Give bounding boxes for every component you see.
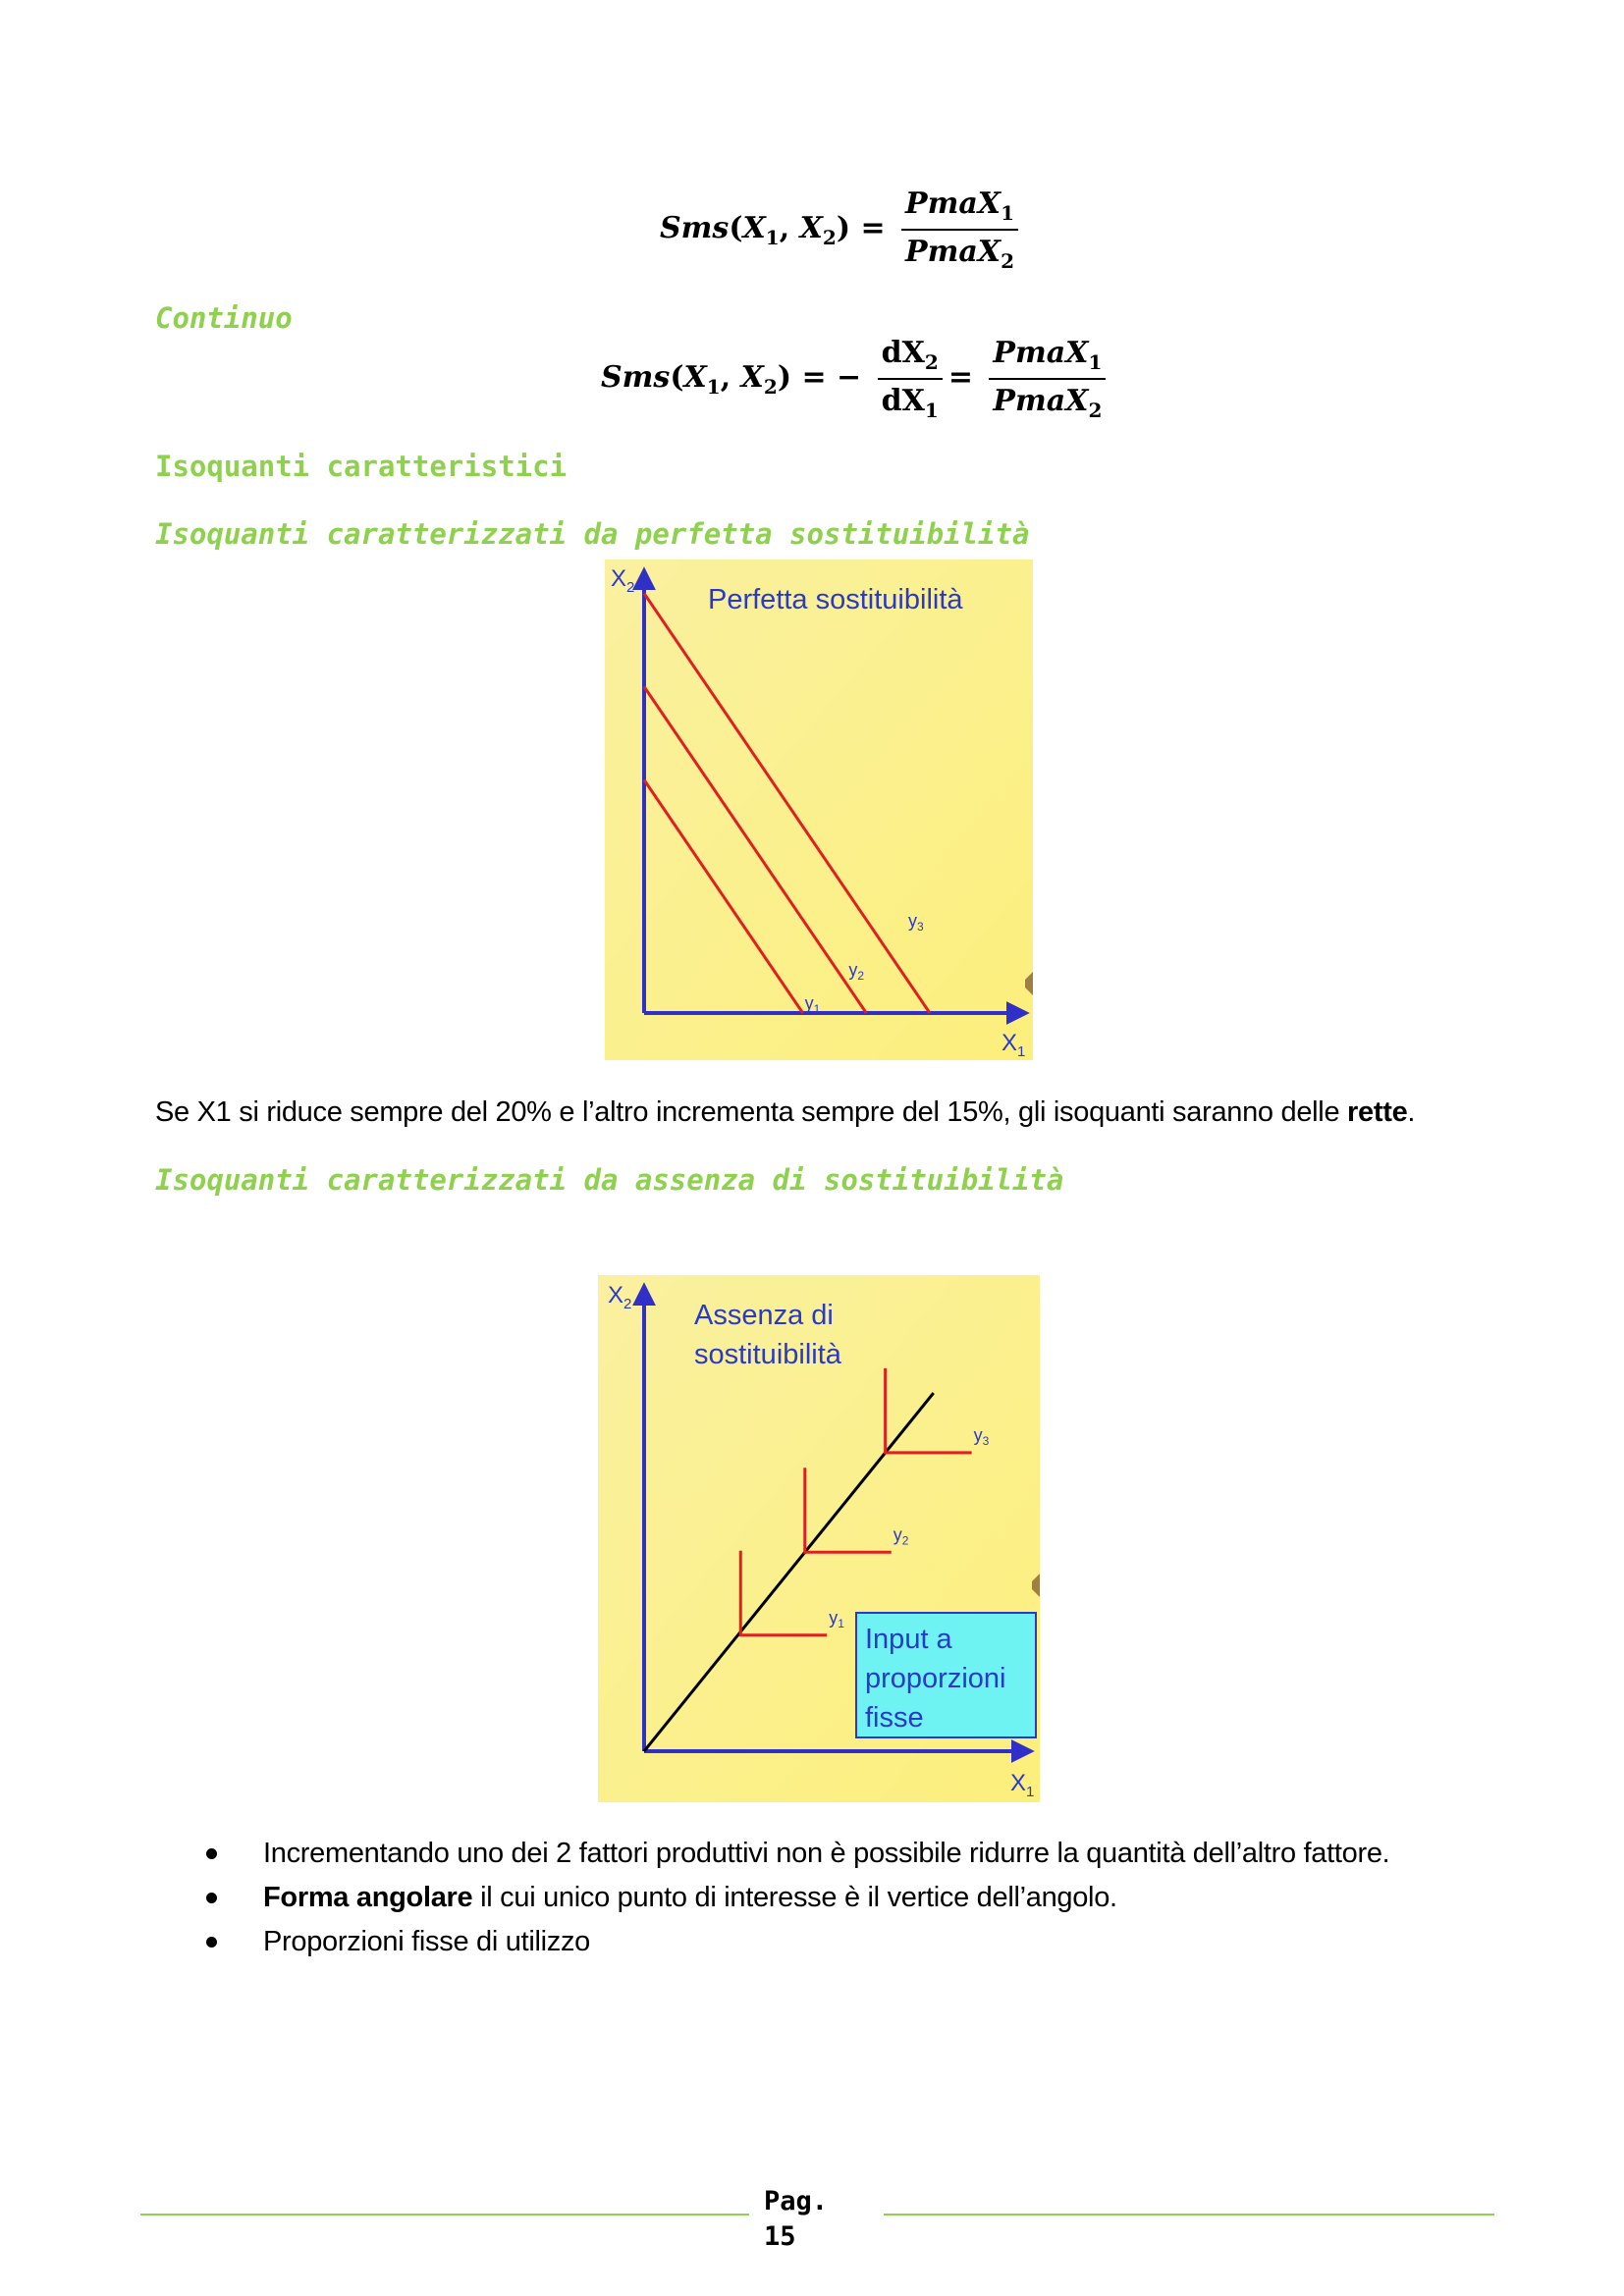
chart2-xlabel: $X_1$	[1010, 1770, 1035, 1800]
chart1-title: Perfetta sostituibilità	[708, 584, 963, 615]
heading-perfetta-sostituibilita: Isoquanti caratterizzati da perfetta sostituibilità	[155, 517, 1030, 551]
chart1-ylabel: $X_2$	[611, 565, 635, 596]
chart2-ylabel: $X_2$	[608, 1282, 632, 1312]
list-item: Forma angolare il cui unico punto di interesse è il vertice dell’angolo.	[206, 1876, 1389, 1920]
page-number: Pag. 15	[764, 2186, 829, 2252]
annotation-text: Input a proporzioni fisse	[865, 1624, 1006, 1734]
chart2-title: Assenza di sostituibilità	[694, 1300, 841, 1370]
footer-line-right	[884, 2214, 1494, 2216]
list-item: Incrementando uno dei 2 fattori produttivi non è possibile ridurre la quantità dell’altro fattore.	[206, 1832, 1389, 1876]
series-label-y2: $y_2$	[848, 960, 865, 983]
bullet-icon	[206, 1848, 217, 1859]
paragraph-rette: Se X1 si riduce sempre del 20% e l’altro incrementa sempre del 15%, gli isoquanti saranno delle rette.	[155, 1096, 1416, 1128]
heading-isoquanti-caratteristici: Isoquanti caratteristici	[155, 450, 568, 483]
fraction-pma: $\frac{PmaX_1}{PmaX_2}$	[901, 187, 1018, 273]
chart-assenza-sostituibilita	[598, 1275, 1040, 1802]
list-item: Proporzioni fisse di utilizzo	[206, 1920, 1389, 1964]
heading-assenza-sostituibilita: Isoquanti caratterizzati da assenza di sostituibilità	[155, 1163, 1064, 1197]
chart-perfetta-sostituibilita	[605, 560, 1033, 1060]
sms-label: Sms	[660, 211, 730, 245]
heading-continuo: Continuo	[155, 301, 293, 335]
formula-sms-ratio: $Sms(X_1$, $X_2$) = $\frac{PmaX_1}{PmaX_2}$	[660, 187, 1024, 273]
series-label-y3: $y_3$	[908, 911, 924, 934]
footer-line-left	[140, 2214, 749, 2216]
bullet-icon	[206, 1893, 217, 1903]
bullet-list	[206, 1832, 1389, 1964]
chart1-xlabel: $X_1$	[1001, 1030, 1026, 1060]
series-label-y1: $y_1$	[804, 993, 821, 1016]
fraction-pma-2: $\frac{PmaX_1}{PmaX_2}$	[989, 336, 1106, 422]
fraction-derivative: $\frac{dX_2}{dX_1}$	[878, 336, 943, 422]
series-label-y3: $y_3$	[973, 1424, 990, 1448]
formula-sms-continuous: $Sms(X_1$, $X_2$) = − $\frac{dX_2}{dX_1}$ = $\frac{PmaX_1}{PmaX_2}$	[601, 336, 1111, 422]
chart1-background	[605, 560, 1033, 1060]
bullet-icon	[206, 1937, 217, 1948]
series-label-y2: $y_2$	[893, 1524, 909, 1548]
series-label-y1: $y_1$	[829, 1607, 844, 1630]
